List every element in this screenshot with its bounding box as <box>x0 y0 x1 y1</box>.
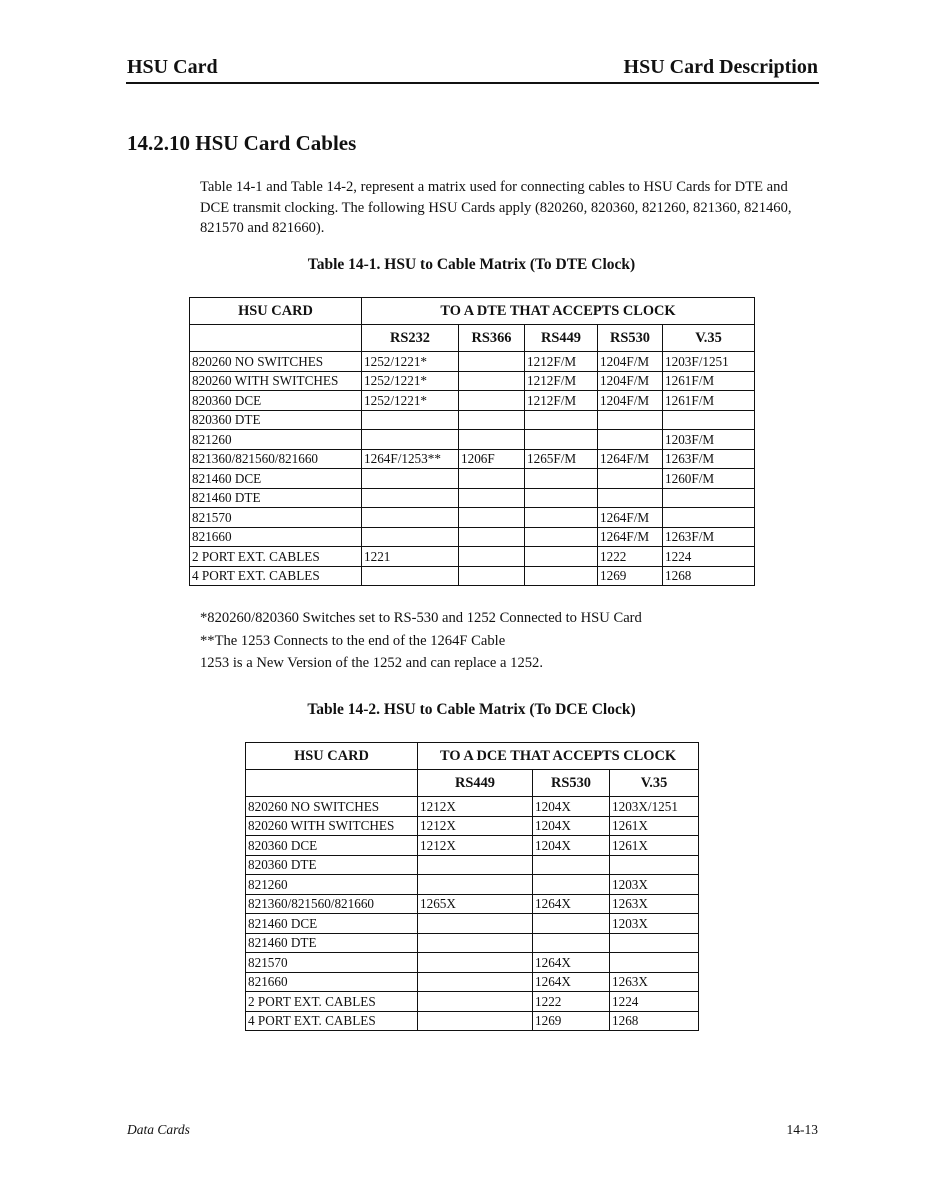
table1-row <box>190 371 755 391</box>
table2-cell <box>610 933 699 953</box>
table1-cell <box>525 566 598 586</box>
table2-row <box>246 1011 699 1031</box>
table1-row <box>190 449 755 469</box>
table1-cell: 1265F/M <box>525 449 598 469</box>
table1-cell <box>362 469 459 489</box>
table2-cell: 1224 <box>610 992 699 1012</box>
table1-row-label: 821460 DTE <box>190 488 362 508</box>
table1-cell <box>598 430 663 450</box>
table1-row-label: 820260 NO SWITCHES <box>190 352 362 372</box>
table1-row <box>190 391 755 411</box>
table2-cell: 1203X/1251 <box>610 797 699 817</box>
table1-cell <box>525 469 598 489</box>
table2-row <box>246 797 699 817</box>
table1-cell <box>598 488 663 508</box>
table1-cell: 1264F/M <box>598 449 663 469</box>
table2-row <box>246 914 699 934</box>
table2-cell <box>533 855 610 875</box>
table2-row <box>246 933 699 953</box>
table1-row <box>190 547 755 567</box>
intro-paragraph: Table 14-1 and Table 14-2, represent a matrix used for connecting cables to HSU Cards for DTE and DCE transmit clocking. The following HSU Cards apply (820260, 820360, 821260, 821360, 821460, 821570 and 821660). <box>200 179 792 236</box>
table2-row <box>246 875 699 895</box>
table2-corner-header: HSU CARD <box>246 743 418 770</box>
table2-row <box>246 836 699 856</box>
header-left: HSU Card <box>127 56 218 78</box>
table1-row <box>190 566 755 586</box>
table2-cell: 1264X <box>533 953 610 973</box>
table2-header-row <box>246 743 699 770</box>
table1-dte-clock-matrix <box>189 297 755 586</box>
table1-subheader-blank <box>190 325 362 352</box>
table2-row-label: 821260 <box>246 875 418 895</box>
table2-row-label: 821460 DTE <box>246 933 418 953</box>
table2-cell: 1203X <box>610 875 699 895</box>
table2-cell: 1265X <box>418 894 533 914</box>
table2-cell <box>418 992 533 1012</box>
table1-cell <box>362 508 459 528</box>
table1-cell: 1212F/M <box>525 352 598 372</box>
table1-cell <box>459 488 525 508</box>
table1-corner-header: HSU CARD <box>190 298 362 325</box>
table1-cell: 1212F/M <box>525 391 598 411</box>
table1-cell <box>459 430 525 450</box>
table2-cell <box>610 953 699 973</box>
table2-cell <box>418 875 533 895</box>
table2-row-label: 821570 <box>246 953 418 973</box>
table1-cell <box>459 527 525 547</box>
table2-row-label: 2 PORT EXT. CABLES <box>246 992 418 1012</box>
table2-cell <box>418 953 533 973</box>
table2-cell <box>418 855 533 875</box>
table1-cell: 1263F/M <box>663 527 755 547</box>
table1-cell: 1203F/M <box>663 430 755 450</box>
table1-cell <box>459 508 525 528</box>
table1-row <box>190 430 755 450</box>
table1-cell <box>525 508 598 528</box>
table1-col-header: RS366 <box>459 325 525 352</box>
table2-row-label: 821660 <box>246 972 418 992</box>
table1-cell <box>525 430 598 450</box>
table2-cell: 1204X <box>533 797 610 817</box>
table2-col-header: RS530 <box>533 770 610 797</box>
table1-cell <box>459 352 525 372</box>
table1-cell: 1264F/M <box>598 527 663 547</box>
table1-cell: 1252/1221* <box>362 352 459 372</box>
table2-cell <box>418 933 533 953</box>
table2-cell: 1268 <box>610 1011 699 1031</box>
table2-cell: 1264X <box>533 972 610 992</box>
table2-row-label: 820360 DCE <box>246 836 418 856</box>
table1-cell: 1252/1221* <box>362 391 459 411</box>
table2-row <box>246 992 699 1012</box>
table2-col-header: V.35 <box>610 770 699 797</box>
note: 1253 is a New Version of the 1252 and can replace a 1252. <box>200 655 543 671</box>
table1-cell <box>459 566 525 586</box>
table2-cell <box>610 855 699 875</box>
page-header <box>127 56 818 79</box>
table2-row-label: 4 PORT EXT. CABLES <box>246 1011 418 1031</box>
table2-cell: 1212X <box>418 797 533 817</box>
table2-group-header: TO A DCE THAT ACCEPTS CLOCK <box>418 743 699 770</box>
table1-cell: 1206F <box>459 449 525 469</box>
table1-row-label: 821360/821560/821660 <box>190 449 362 469</box>
section-title: 14.2.10 HSU Card Cables <box>127 131 357 155</box>
table1-cell: 1221 <box>362 547 459 567</box>
table2-row <box>246 953 699 973</box>
table2-subheader-row <box>246 770 699 797</box>
table2-row <box>246 855 699 875</box>
table1-cell <box>362 527 459 547</box>
table1-row-label: 820360 DCE <box>190 391 362 411</box>
table2-row <box>246 972 699 992</box>
table1-cell <box>598 469 663 489</box>
table1-cell <box>459 469 525 489</box>
table1-row <box>190 508 755 528</box>
table2-cell: 1269 <box>533 1011 610 1031</box>
table2-row <box>246 816 699 836</box>
table1-cell: 1261F/M <box>663 371 755 391</box>
header-rule <box>126 82 819 84</box>
table1-cell <box>663 410 755 430</box>
table1-cell: 1204F/M <box>598 371 663 391</box>
table1-cell: 1222 <box>598 547 663 567</box>
table2-subheader-blank <box>246 770 418 797</box>
table1-col-header: RS449 <box>525 325 598 352</box>
table1-cell: 1224 <box>663 547 755 567</box>
table2-cell: 1222 <box>533 992 610 1012</box>
table1-group-header: TO A DTE THAT ACCEPTS CLOCK <box>362 298 755 325</box>
note: **The 1253 Connects to the end of the 1264F Cable <box>200 632 506 649</box>
table1-col-header: V.35 <box>663 325 755 352</box>
table2-cell <box>418 1011 533 1031</box>
table1-cell <box>525 488 598 508</box>
table2-row-label: 821360/821560/821660 <box>246 894 418 914</box>
table2-cell <box>418 914 533 934</box>
table1-row <box>190 527 755 547</box>
table1-cell <box>525 527 598 547</box>
table2-row-label: 820260 WITH SWITCHES <box>246 816 418 836</box>
table2-cell: 1204X <box>533 816 610 836</box>
table2-cell <box>533 875 610 895</box>
table2-cell: 1263X <box>610 972 699 992</box>
table2-row-label: 820260 NO SWITCHES <box>246 797 418 817</box>
table2-cell <box>533 933 610 953</box>
table1-cell <box>362 430 459 450</box>
table2-cell: 1212X <box>418 816 533 836</box>
table1-cell <box>362 566 459 586</box>
table1-cell: 1264F/M <box>598 508 663 528</box>
page-footer <box>127 1122 818 1138</box>
table1-cell <box>525 410 598 430</box>
table2-row-label: 820360 DTE <box>246 855 418 875</box>
table1-cell <box>663 508 755 528</box>
table1-cell: 1268 <box>663 566 755 586</box>
table1-notes <box>200 607 642 675</box>
table1-row <box>190 410 755 430</box>
table2-cell: 1263X <box>610 894 699 914</box>
table2-cell <box>533 914 610 934</box>
table1-cell <box>362 410 459 430</box>
table2-cell: 1261X <box>610 836 699 856</box>
table1-row-label: 820360 DTE <box>190 410 362 430</box>
table1-row <box>190 469 755 489</box>
table1-cell <box>459 391 525 411</box>
table1-cell <box>663 488 755 508</box>
table2-row-label: 821460 DCE <box>246 914 418 934</box>
table1-cell: 1252/1221* <box>362 371 459 391</box>
table2-cell: 1261X <box>610 816 699 836</box>
table1-cell: 1269 <box>598 566 663 586</box>
table1-cell <box>459 547 525 567</box>
header-right: HSU Card Description <box>623 56 818 78</box>
table2-cell: 1264X <box>533 894 610 914</box>
table1-row-label: 821260 <box>190 430 362 450</box>
table1-row-label: 821570 <box>190 508 362 528</box>
table1-caption: Table 14-1. HSU to Cable Matrix (To DTE Clock) <box>307 256 636 273</box>
table1-row-label: 820260 WITH SWITCHES <box>190 371 362 391</box>
table1-cell: 1261F/M <box>663 391 755 411</box>
table2-cell: 1212X <box>418 836 533 856</box>
table1-row-label: 2 PORT EXT. CABLES <box>190 547 362 567</box>
table2-caption: Table 14-2. HSU to Cable Matrix (To DCE Clock) <box>307 701 636 718</box>
table1-subheader-row <box>190 325 755 352</box>
table1-cell <box>362 488 459 508</box>
table1-row <box>190 352 755 372</box>
table2-cell: 1204X <box>533 836 610 856</box>
table2-cell: 1203X <box>610 914 699 934</box>
note: *820260/820360 Switches set to RS-530 and 1252 Connected to HSU Card <box>200 610 642 626</box>
table1-cell <box>598 410 663 430</box>
table1-row <box>190 488 755 508</box>
table1-col-header: RS530 <box>598 325 663 352</box>
table1-cell: 1264F/1253** <box>362 449 459 469</box>
table1-cell <box>525 547 598 567</box>
table1-cell: 1204F/M <box>598 391 663 411</box>
table2-cell <box>418 972 533 992</box>
table1-row-label: 821660 <box>190 527 362 547</box>
table1-cell <box>459 371 525 391</box>
table1-header-row <box>190 298 755 325</box>
page-number: 14-13 <box>786 1122 818 1137</box>
table2-row <box>246 894 699 914</box>
table1-cell: 1203F/1251 <box>663 352 755 372</box>
table2-dce-clock-matrix <box>245 742 699 1031</box>
table2-col-header: RS449 <box>418 770 533 797</box>
table1-cell <box>459 410 525 430</box>
table1-col-header: RS232 <box>362 325 459 352</box>
table1-cell: 1212F/M <box>525 371 598 391</box>
table1-row-label: 821460 DCE <box>190 469 362 489</box>
table1-row-label: 4 PORT EXT. CABLES <box>190 566 362 586</box>
table1-cell: 1263F/M <box>663 449 755 469</box>
table1-cell: 1260F/M <box>663 469 755 489</box>
footer-left: Data Cards <box>127 1122 190 1137</box>
table1-cell: 1204F/M <box>598 352 663 372</box>
